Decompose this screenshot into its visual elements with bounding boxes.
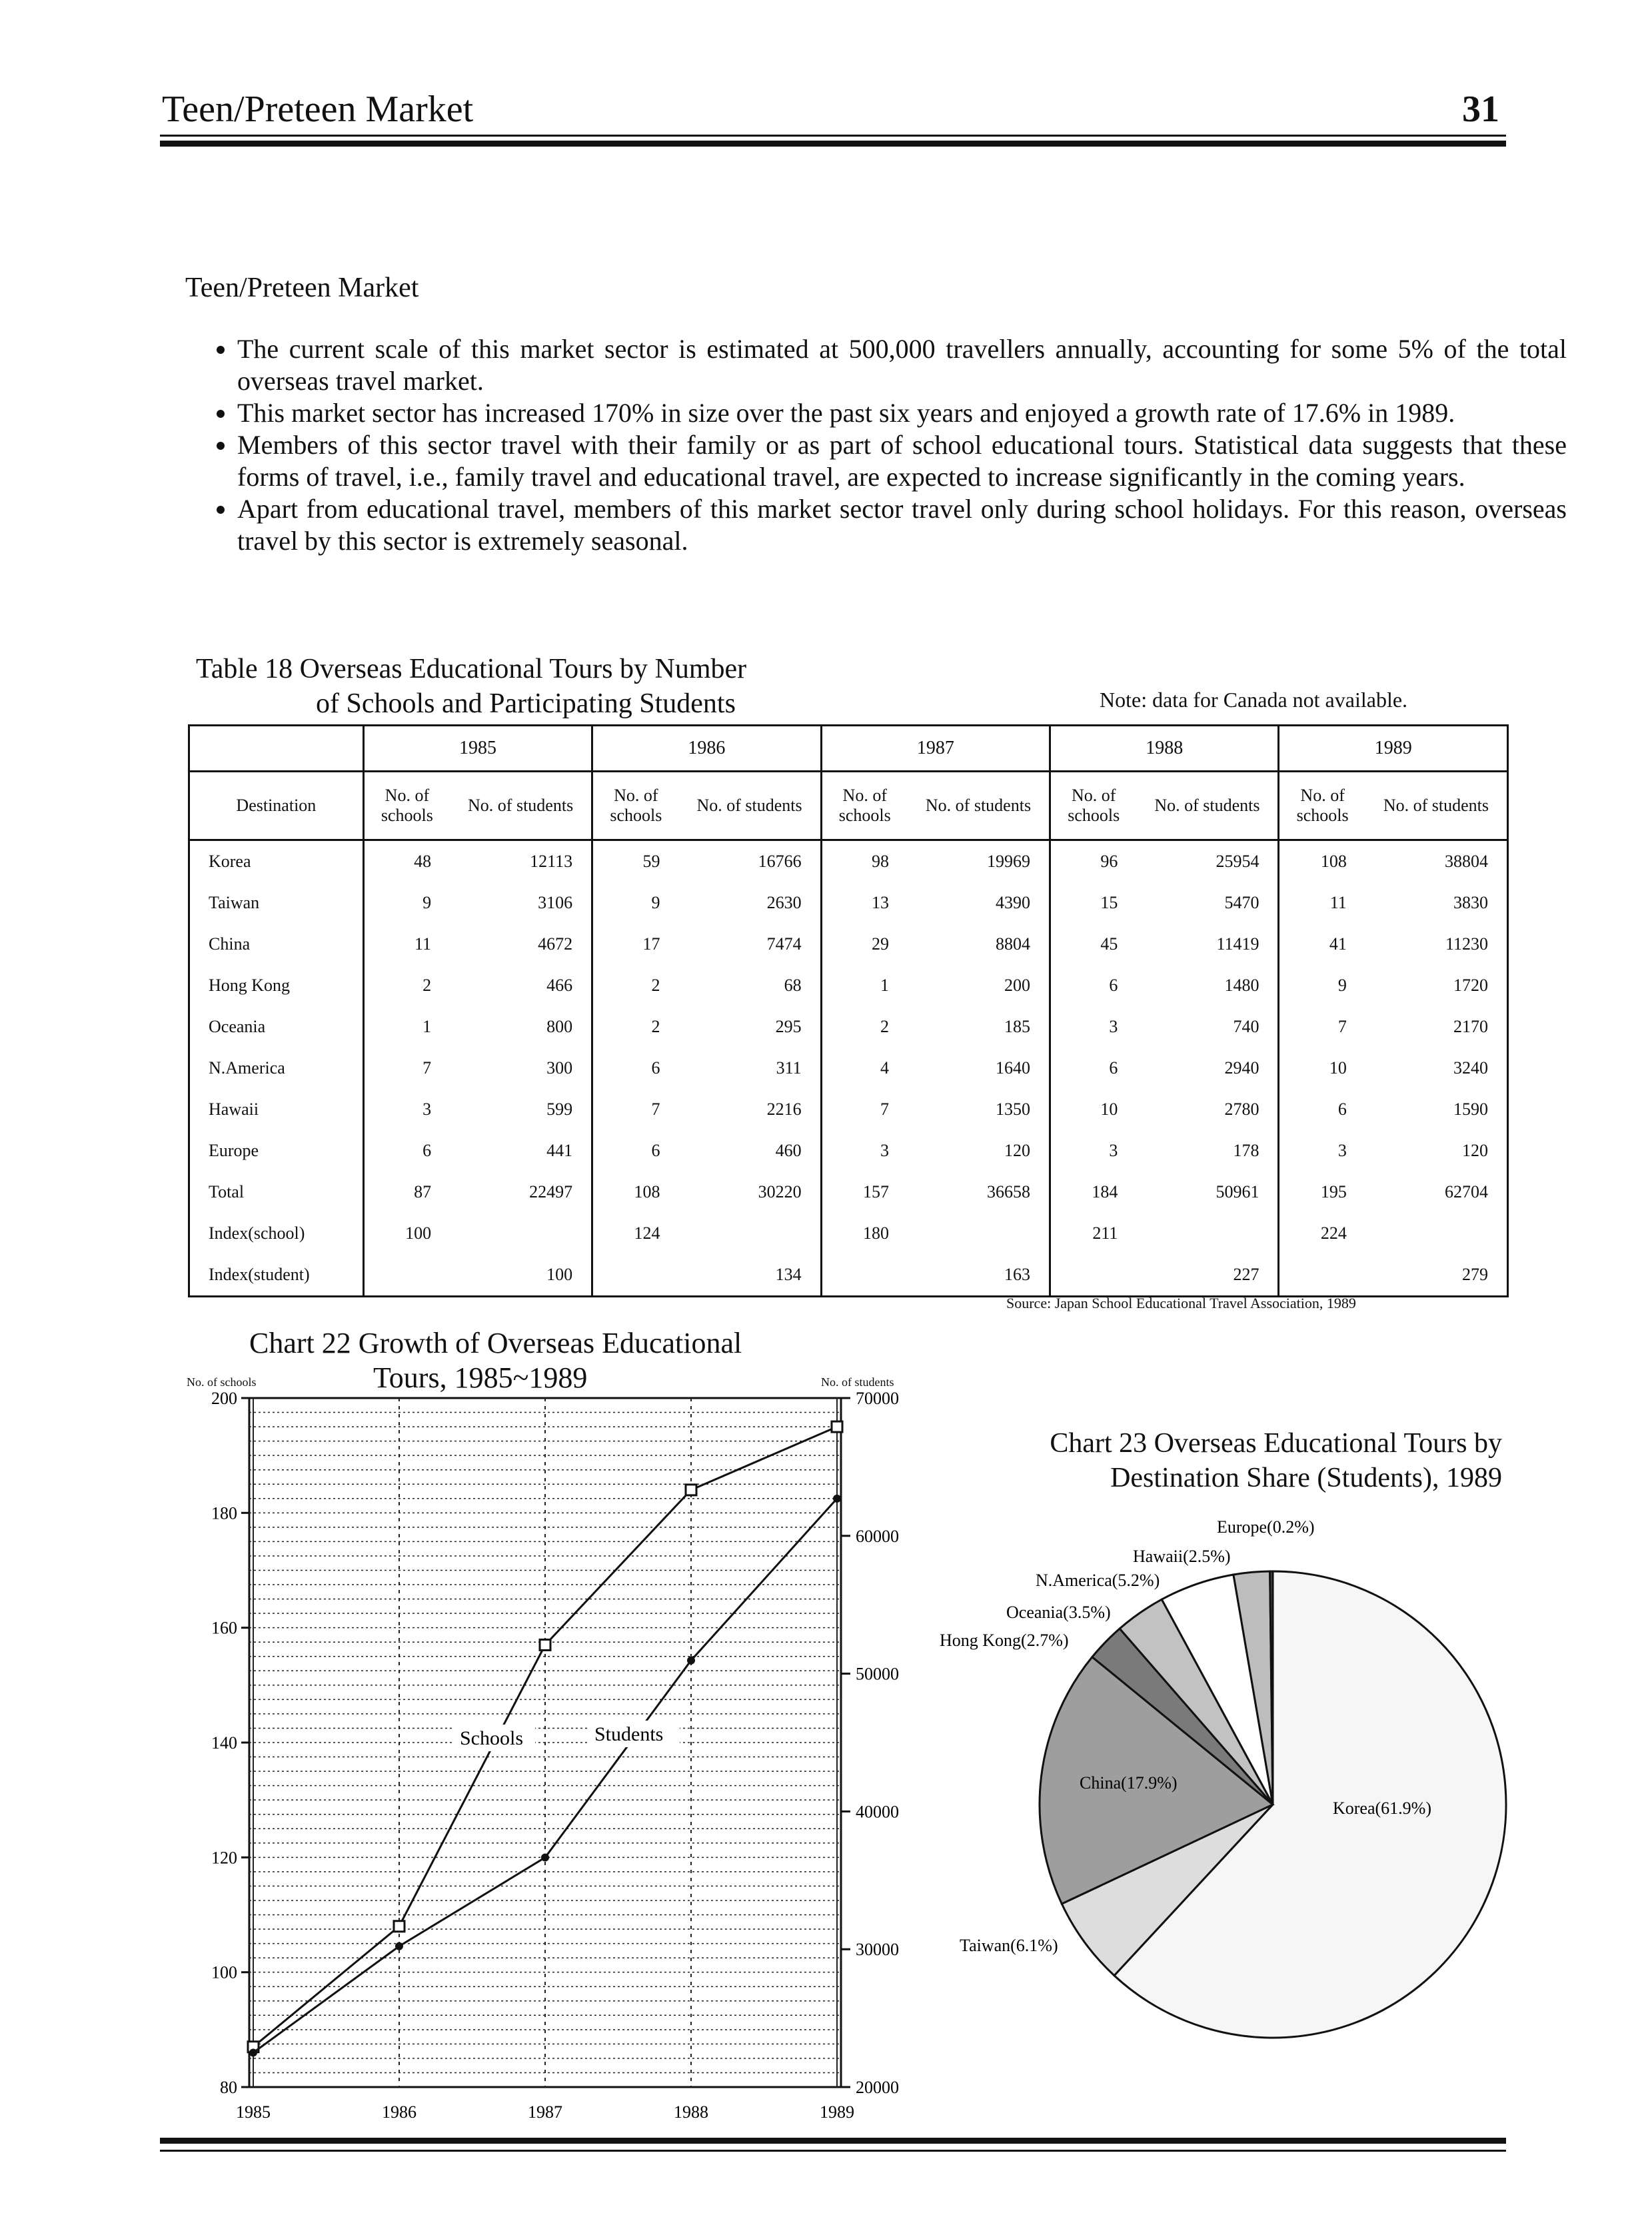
- table-row-name: China: [189, 924, 364, 965]
- chart22-point-schools: [832, 1421, 842, 1432]
- table-cell-students: 295: [679, 1006, 822, 1048]
- table-cell-schools: 29: [871, 934, 889, 954]
- table-students-header: No. of students: [1365, 772, 1508, 840]
- chart23-slice-label: Europe(0.2%): [1217, 1517, 1315, 1537]
- table-row-name: Index(school): [189, 1213, 364, 1254]
- table-cell-students: 19969: [908, 840, 1050, 883]
- chart22-series-label: Students: [594, 1723, 664, 1745]
- table-cell-schools: 11: [1329, 893, 1347, 912]
- table-students-header: No. of students: [1136, 772, 1279, 840]
- table-cell-schools: 180: [862, 1223, 889, 1243]
- table-cell-students: 3830: [1365, 882, 1508, 924]
- table-cell-students: 1720: [1365, 965, 1508, 1006]
- table-cell-students: 740: [1136, 1006, 1279, 1048]
- table-cell-schools: 13: [871, 893, 889, 912]
- table-cell-students: 599: [450, 1089, 592, 1130]
- table-cell-students: 30220: [679, 1171, 822, 1213]
- table-students-header: No. of students: [450, 772, 592, 840]
- table-students-header: No. of students: [908, 772, 1050, 840]
- table-cell-students: 300: [450, 1048, 592, 1089]
- chart23-title-line2: Destination Share (Students), 1989: [1110, 1463, 1502, 1493]
- table-caption-line2: of Schools and Participating Students: [316, 688, 736, 719]
- bullet-item: • Apart from educational travel, members of this market sector travel only during school holidays. For this reason, overseas travel by this sector is extremely seasonal.: [237, 493, 1567, 557]
- table-row-name: Europe: [189, 1130, 364, 1171]
- chart22-left-tick-label: 80: [220, 2078, 237, 2097]
- table-row-name: Hong Kong: [189, 965, 364, 1006]
- table-destination-header: Destination: [189, 772, 364, 840]
- chart22-right-axis-label: No. of students: [821, 1375, 894, 1389]
- table-cell-students: 4672: [450, 924, 592, 965]
- table-schools-header: No. of schools: [821, 772, 908, 840]
- table-students-header: No. of students: [679, 772, 822, 840]
- table-cell-schools: 9: [651, 893, 660, 912]
- table-schools-header: No. of schools: [1050, 772, 1137, 840]
- chart23-slice-label: N.America(5.2%): [1036, 1571, 1160, 1590]
- table-cell-students: 311: [679, 1048, 822, 1089]
- table-cell-students: 466: [450, 965, 592, 1006]
- table-cell-schools: 7: [422, 1058, 432, 1078]
- table-cell-students: 5470: [1136, 882, 1279, 924]
- section-heading: Teen/Preteen Market: [185, 273, 419, 303]
- chart22-x-tick-label: 1989: [820, 2102, 854, 2122]
- table-cell-students: 441: [450, 1130, 592, 1171]
- table-cell-students: 227: [1136, 1254, 1279, 1297]
- table-cell-students: 3106: [450, 882, 592, 924]
- table-row-name: Index(student): [189, 1254, 364, 1297]
- chart22-x-tick-label: 1987: [528, 2102, 562, 2122]
- table-cell-schools: 3: [1109, 1141, 1118, 1160]
- chart22-point-students: [395, 1942, 403, 1950]
- chart22-left-axis-label: No. of schools: [187, 1375, 257, 1389]
- table-cell-students: 2780: [1136, 1089, 1279, 1130]
- table-row-name: Hawaii: [189, 1089, 364, 1130]
- table-cell-students: 134: [679, 1254, 822, 1297]
- chart23-title-line1: Chart 23 Overseas Educational Tours by: [1050, 1428, 1502, 1459]
- table-cell-schools: 7: [1337, 1017, 1347, 1036]
- table-cell-schools: 87: [414, 1182, 432, 1201]
- table-cell-schools: 6: [1109, 976, 1118, 995]
- table-cell-schools: 3: [422, 1100, 432, 1119]
- table-cell-schools: 11: [414, 934, 432, 954]
- chart22-title-line2: Tours, 1985~1989: [373, 1361, 588, 1394]
- table-row-name: Oceania: [189, 1006, 364, 1048]
- table-cell-students: 1350: [908, 1089, 1050, 1130]
- table-year-header: 1987: [821, 726, 1050, 772]
- table-row-name: Korea: [189, 840, 364, 883]
- table-cell-students: 120: [1365, 1130, 1508, 1171]
- table-note: Note: data for Canada not available.: [1100, 688, 1408, 712]
- table-cell-schools: 98: [871, 852, 889, 871]
- table-cell-schools: 211: [1092, 1223, 1118, 1243]
- table-cell-schools: 6: [651, 1141, 660, 1160]
- table-cell-students: 25954: [1136, 840, 1279, 883]
- footer-rule-thin: [160, 2150, 1506, 2152]
- table-cell-schools: 108: [634, 1182, 660, 1201]
- table-cell-schools: 2: [880, 1017, 889, 1036]
- table-cell-schools: 9: [422, 893, 432, 912]
- table-cell-schools: 3: [1109, 1017, 1118, 1036]
- table-row-name: Taiwan: [189, 882, 364, 924]
- table-cell-students: 1590: [1365, 1089, 1508, 1130]
- table-year-header: 1986: [592, 726, 821, 772]
- table-cell-schools: 15: [1100, 893, 1118, 912]
- table-cell-schools: 2: [422, 976, 432, 995]
- table-schools-header: No. of schools: [1279, 772, 1365, 840]
- table-cell-students: 4390: [908, 882, 1050, 924]
- table-cell-students: 460: [679, 1130, 822, 1171]
- table-cell-schools: 3: [880, 1141, 889, 1160]
- chart22-left-tick-label: 140: [211, 1733, 237, 1753]
- table-schools-header: No. of schools: [592, 772, 679, 840]
- table-year-header: 1985: [363, 726, 592, 772]
- chart22-point-students: [541, 1854, 549, 1862]
- page-number: 31: [1462, 89, 1499, 130]
- table-cell-students: 2170: [1365, 1006, 1508, 1048]
- table-cell-students: 38804: [1365, 840, 1508, 883]
- chart22-x-tick-label: 1988: [674, 2102, 708, 2122]
- table-cell-students: 120: [908, 1130, 1050, 1171]
- chart22-left-tick-label: 100: [211, 1962, 237, 1982]
- table-year-header: 1988: [1050, 726, 1279, 772]
- bullet-item: • This market sector has increased 170% in size over the past six years and enjoyed a growth rate of 17.6% in 1989.: [237, 397, 1567, 429]
- table-cell-schools: 100: [405, 1223, 432, 1243]
- table-cell-schools: 17: [642, 934, 660, 954]
- chart22-title-line1: Chart 22 Growth of Overseas Educational: [249, 1327, 742, 1359]
- table-year-header: 1989: [1279, 726, 1508, 772]
- page-header-title: Teen/Preteen Market: [162, 89, 474, 130]
- table-cell-students: 163: [908, 1254, 1050, 1297]
- chart22-point-students: [833, 1495, 841, 1503]
- table-cell-schools: 96: [1100, 852, 1118, 871]
- chart22-point-schools: [540, 1640, 550, 1651]
- table-cell-schools: 4: [880, 1058, 889, 1078]
- footer-rule-thick: [160, 2138, 1506, 2144]
- table-cell-schools: 1: [422, 1017, 432, 1036]
- chart22-point-schools: [686, 1485, 696, 1495]
- table-cell-schools: 2: [651, 1017, 660, 1036]
- table-schools-header: No. of schools: [363, 772, 450, 840]
- table-cell-students: 50961: [1136, 1171, 1279, 1213]
- table-cell-schools: 9: [1337, 976, 1347, 995]
- table-cell-students: 1480: [1136, 965, 1279, 1006]
- table-cell-students: 2630: [679, 882, 822, 924]
- table-cell-schools: 195: [1320, 1182, 1347, 1201]
- table-cell-students: 2216: [679, 1089, 822, 1130]
- table-cell-students: 16766: [679, 840, 822, 883]
- table-cell-schools: 1: [880, 976, 889, 995]
- chart22-x-tick-label: 1985: [236, 2102, 271, 2122]
- chart23-slice-label: Oceania(3.5%): [1006, 1603, 1111, 1622]
- table-cell-schools: 41: [1329, 934, 1347, 954]
- table-cell-schools: 184: [1092, 1182, 1118, 1201]
- table-source: Source: Japan School Educational Travel Association, 1989: [1006, 1295, 1356, 1311]
- table-cell-students: 1640: [908, 1048, 1050, 1089]
- table-cell-students: 68: [679, 965, 822, 1006]
- table-cell-schools: 48: [414, 852, 432, 871]
- table-cell-students: 800: [450, 1006, 592, 1048]
- chart22-right-tick-label: 30000: [856, 1940, 899, 1960]
- chart22-right-tick-label: 70000: [856, 1389, 899, 1408]
- table-cell-students: 11419: [1136, 924, 1279, 965]
- table-cell-students: 185: [908, 1006, 1050, 1048]
- chart22-point-schools: [394, 1921, 405, 1932]
- table-cell-schools: 45: [1100, 934, 1118, 954]
- table-cell-schools: 10: [1100, 1100, 1118, 1119]
- table-cell-students: 7474: [679, 924, 822, 965]
- table-cell-schools: 7: [651, 1100, 660, 1119]
- table-cell-schools: 6: [422, 1141, 432, 1160]
- table-caption-line1: Table 18 Overseas Educational Tours by Number: [196, 654, 747, 684]
- table-cell-students: 12113: [450, 840, 592, 883]
- chart22-right-tick-label: 50000: [856, 1664, 899, 1684]
- table-cell-students: 11230: [1365, 924, 1508, 965]
- chart23-slice-label: Hawaii(2.5%): [1133, 1547, 1231, 1566]
- table-cell-schools: 7: [880, 1100, 889, 1119]
- chart22-right-tick-label: 40000: [856, 1802, 899, 1822]
- table-cell-schools: 59: [642, 852, 660, 871]
- chart22-right-tick-label: 60000: [856, 1526, 899, 1546]
- bullet-item: • The current scale of this market sector is estimated at 500,000 travellers annually, accounting for some 5% of the total overseas travel market.: [237, 333, 1567, 397]
- table-cell-students: 62704: [1365, 1171, 1508, 1213]
- chart23-slice-label: Hong Kong(2.7%): [940, 1631, 1069, 1650]
- chart23-slice-label: China(17.9%): [1080, 1773, 1178, 1793]
- table-cell-students: 100: [450, 1254, 592, 1297]
- chart22-x-tick-label: 1986: [382, 2102, 416, 2122]
- table-cell-students: 200: [908, 965, 1050, 1006]
- table-cell-schools: 124: [634, 1223, 660, 1243]
- chart23-slice-label: Taiwan(6.1%): [960, 1936, 1058, 1955]
- chart22-left-tick-label: 200: [211, 1389, 237, 1408]
- table-cell-students: 8804: [908, 924, 1050, 965]
- table-row-name: N.America: [189, 1048, 364, 1089]
- table-row-name: Total: [189, 1171, 364, 1213]
- bullet-item: • Members of this sector travel with their family or as part of school educational tours. Statistical data suggests that these forms of travel, i.e., family travel and educational travel, are expected to increase significantly in the coming years.: [237, 429, 1567, 493]
- table-cell-schools: 157: [862, 1182, 889, 1201]
- table-cell-schools: 6: [1109, 1058, 1118, 1078]
- table-cell-students: 36658: [908, 1171, 1050, 1213]
- table-cell-schools: 2: [651, 976, 660, 995]
- table-cell-students: 279: [1365, 1254, 1508, 1297]
- table-cell-students: 2940: [1136, 1048, 1279, 1089]
- chart22-left-tick-label: 160: [211, 1618, 237, 1638]
- table-cell-students: 22497: [450, 1171, 592, 1213]
- table-cell-schools: 108: [1320, 852, 1347, 871]
- table-cell-students: 3240: [1365, 1048, 1508, 1089]
- chart22-left-tick-label: 180: [211, 1503, 237, 1523]
- chart22-series-label: Schools: [460, 1727, 524, 1749]
- table-cell-schools: 10: [1329, 1058, 1347, 1078]
- chart22-point-students: [687, 1657, 695, 1665]
- table-cell-schools: 3: [1337, 1141, 1347, 1160]
- chart22-right-tick-label: 20000: [856, 2078, 899, 2097]
- table-cell-schools: 6: [1337, 1100, 1347, 1119]
- table-cell-schools: 6: [651, 1058, 660, 1078]
- table-cell-schools: 224: [1320, 1223, 1347, 1243]
- table-cell-students: 178: [1136, 1130, 1279, 1171]
- chart22-point-students: [249, 2048, 257, 2056]
- chart22-left-tick-label: 120: [211, 1848, 237, 1868]
- chart23-slice-label: Korea(61.9%): [1333, 1799, 1431, 1818]
